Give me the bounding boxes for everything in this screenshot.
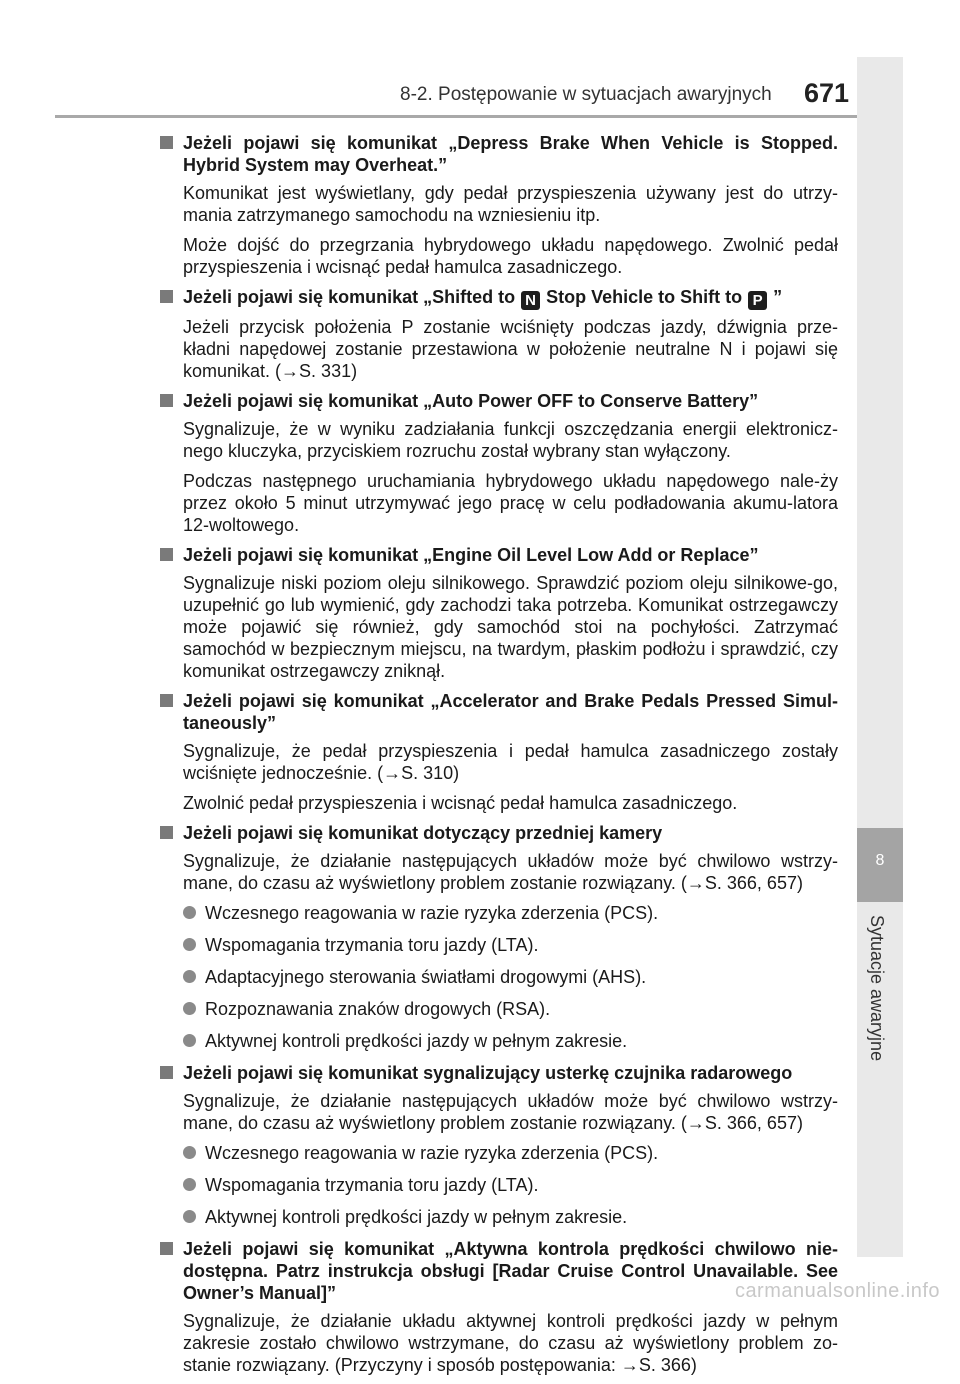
list-item [183, 1206, 838, 1228]
page-reference: S. 310) [401, 763, 460, 783]
chapter-number: 8 [875, 852, 885, 869]
round-bullet-icon [183, 1146, 196, 1159]
paragraph: Podczas następnego uruchamiania hybrydowego układu napędowego nale-ży przez około 5 minut utrzymywać jego pracę w celu podładowania akumu-latora 12-woltowego. [183, 471, 838, 535]
gear-n-icon: N [521, 291, 540, 310]
header-divider [55, 115, 857, 118]
right-arrow-icon: → [383, 763, 402, 783]
page-number: 671 [804, 78, 850, 108]
right-arrow-icon: → [686, 873, 705, 893]
paragraph [158, 1090, 838, 1134]
page-content [158, 132, 838, 1384]
section-heading [158, 286, 838, 310]
section-shifted-to-n [158, 286, 838, 382]
list-item-text: Aktywnej kontroli prędkości jazdy w pełnym zakresie. [205, 1031, 628, 1051]
round-bullet-icon [183, 938, 196, 951]
list-item [183, 934, 838, 956]
paragraph [158, 740, 838, 784]
list-item-text: Wspomagania trzymania toru jazdy (LTA). [205, 1175, 539, 1195]
side-strip [857, 57, 903, 1257]
section-pedals-pressed [158, 690, 838, 814]
square-bullet-icon [160, 136, 173, 149]
paragraph: Sygnalizuje niski poziom oleju silnikowego. Sprawdzić poziom oleju silnikowe-go, uzupełnić go lub wymienić, gdy zachodzi taka potrzeba. Komunikat ostrzegawczy może pojawić się również, gdy samochód stoi na pochyłości. Zatrzymać samochód w bezpiecznym miejscu, na twardym, płaskim podłożu i sprawdzić, czy komunikat ostrzegawczy zniknął. [183, 573, 838, 681]
section-front-camera [158, 822, 838, 1052]
section-engine-oil [158, 544, 838, 682]
heading-text: Stop Vehicle to Shift to [546, 287, 743, 307]
paragraph: Zwolnić pedał przyspieszenia i wcisnąć pedał hamulca zasadniczego. [183, 793, 738, 813]
list-item-text: Adaptacyjnego sterowania światłami drogowymi (AHS). [205, 967, 647, 987]
section-cruise-unavailable [158, 1238, 838, 1376]
square-bullet-icon [160, 290, 173, 303]
square-bullet-icon [160, 394, 173, 407]
section-radar-sensor [158, 1062, 838, 1228]
round-bullet-icon [183, 1034, 196, 1047]
round-bullet-icon [183, 1002, 196, 1015]
section-heading [158, 1062, 838, 1084]
paragraph [158, 850, 838, 894]
heading-text: Jeżeli pojawi się komunikat „Auto Power OFF to Conserve Battery” [183, 391, 759, 411]
round-bullet-icon [183, 970, 196, 983]
list-item [183, 966, 838, 988]
paragraph: Komunikat jest wyświetlany, gdy pedał przyspieszenia używany jest do utrzy-mania zatrzymanego samochodu na wzniesieniu itp. [183, 183, 838, 225]
page-reference: S. 366) [638, 1355, 697, 1375]
paragraph-text: Sygnalizuje, że działanie następujących układów może być chwilowo wstrzy-mane, do czasu aż wyświetlony problem zostanie rozwiązany. ( [183, 851, 838, 893]
list-item-text: Rozpoznawania znaków drogowych (RSA). [205, 999, 551, 1019]
paragraph-text: Jeżeli przycisk położenia P zostanie wciśnięty podczas jazdy, dźwignia prze-kładni napędowej zostanie przestawiona w położenie neutralne N i pojawi się komunikat. ( [183, 317, 838, 381]
list-item [183, 998, 838, 1020]
list-item [183, 1030, 838, 1052]
paragraph: Sygnalizuje, że w wyniku zadziałania funkcji oszczędzania energii elektronicz-nego kluczyka, przyciskiem rozruchu został wybrany stan wyłączony. [183, 419, 838, 461]
heading-text: Jeżeli pojawi się komunikat „Depress Brake When Vehicle is Stopped. Hybrid System may Overheat.” [183, 133, 838, 175]
heading-text: Jeżeli pojawi się komunikat „Engine Oil Level Low Add or Replace” [183, 545, 759, 565]
square-bullet-icon [160, 694, 173, 707]
section-heading [158, 822, 838, 844]
right-arrow-icon: → [281, 361, 300, 381]
list-item-text: Aktywnej kontroli prędkości jazdy w pełnym zakresie. [205, 1207, 628, 1227]
heading-text: Jeżeli pojawi się komunikat „Accelerator and Brake Pedals Pressed Simul-taneously” [183, 691, 838, 733]
section-heading [158, 132, 838, 176]
paragraph: Może dojść do przegrzania hybrydowego układu napędowego. Zwolnić pedał przyspieszenia i wcisnąć pedał hamulca zasadniczego. [183, 235, 838, 277]
list-item-text: Wczesnego reagowania w razie ryzyka zderzenia (PCS). [205, 903, 659, 923]
heading-text: Jeżeli pojawi się komunikat „Shifted to [183, 287, 516, 307]
page-reference: S. 331) [299, 361, 358, 381]
section-heading [158, 690, 838, 734]
bullet-list [158, 902, 838, 1052]
square-bullet-icon [160, 826, 173, 839]
square-bullet-icon [160, 1066, 173, 1079]
page-reference: S. 366, 657) [704, 873, 803, 893]
section-auto-power-off [158, 390, 838, 536]
section-depress-brake [158, 132, 838, 278]
heading-text: Jeżeli pojawi się komunikat „Aktywna kontrola prędkości chwilowo nie-dostępna. Patrz instrukcja obsługi [Radar Cruise Control Unavailable. See Owner’s Manual]” [183, 1239, 838, 1303]
right-arrow-icon: → [620, 1355, 639, 1375]
list-item-text: Wczesnego reagowania w razie ryzyka zderzenia (PCS). [205, 1143, 659, 1163]
list-item [183, 902, 838, 924]
section-heading [158, 544, 838, 566]
paragraph-text: Sygnalizuje, że działanie układu aktywnej kontroli prędkości jazdy w pełnym zakresie zostało chwilowo wstrzymane, do czasu aż wyświetlony problem zo-stanie rozwiązany. (Przyczyny i sposób postępowania: [183, 1311, 838, 1375]
square-bullet-icon [160, 548, 173, 561]
list-item [183, 1174, 838, 1196]
round-bullet-icon [183, 1210, 196, 1223]
square-bullet-icon [160, 1242, 173, 1255]
section-heading [158, 390, 838, 412]
heading-text: Jeżeli pojawi się komunikat dotyczący przedniej kamery [183, 823, 663, 843]
chapter-title: Sytuacje awaryjne [867, 915, 887, 1062]
right-arrow-icon: → [686, 1113, 705, 1133]
page-reference: S. 366, 657) [704, 1113, 803, 1133]
paragraph-text: Sygnalizuje, że pedał przyspieszenia i pedał hamulca zasadniczego zostały wciśnięte jednocześnie. ( [183, 741, 838, 783]
paragraph-text: Sygnalizuje, że działanie następujących układów może być chwilowo wstrzy-mane, do czasu aż wyświetlony problem zostanie rozwiązany. ( [183, 1091, 838, 1133]
heading-text: Jeżeli pojawi się komunikat sygnalizujący usterkę czujnika radarowego [183, 1063, 793, 1083]
paragraph [158, 316, 838, 382]
round-bullet-icon [183, 1178, 196, 1191]
section-title: 8-2. Postępowanie w sytuacjach awaryjnych [400, 84, 772, 105]
watermark: carmanualsonline.info [734, 1280, 940, 1302]
heading-text: ” [773, 287, 783, 307]
round-bullet-icon [183, 906, 196, 919]
paragraph [158, 1310, 838, 1376]
bullet-list [158, 1142, 838, 1228]
page-header [0, 0, 960, 118]
gear-p-icon: P [748, 291, 767, 310]
list-item-text: Wspomagania trzymania toru jazdy (LTA). [205, 935, 539, 955]
list-item [183, 1142, 838, 1164]
